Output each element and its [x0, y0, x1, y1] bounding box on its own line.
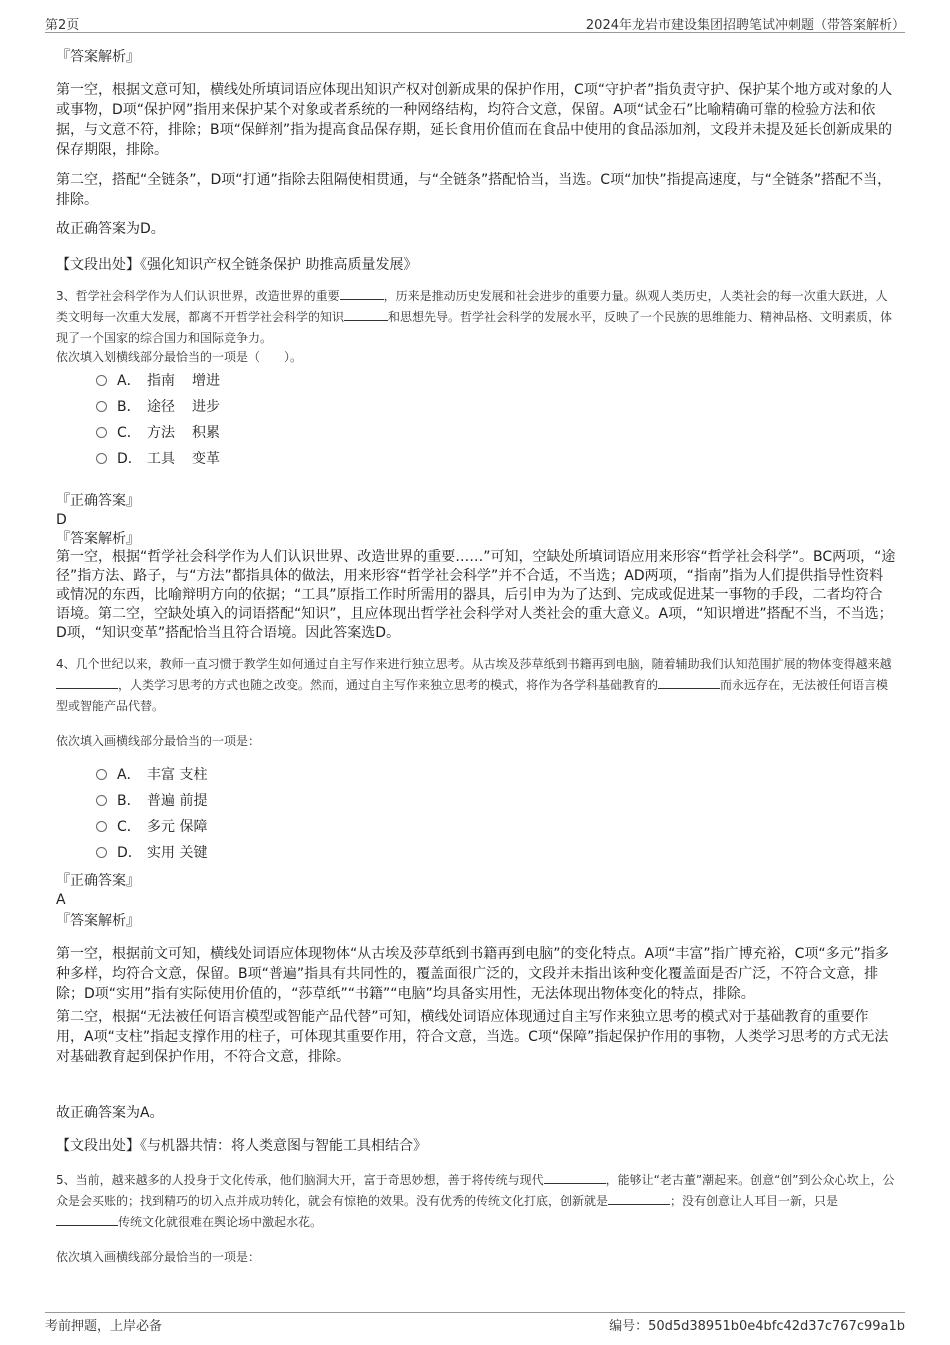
q4-blank-1 [56, 676, 118, 689]
q4-analysis-para1: 第一空，根据前文可知，横线处词语应体现物体“从古埃及莎草纸到书籍再到电脑”的变化特点。A项“丰富”指广博充裕，C项“多元”指多种多样，均符合文意，保留。B项“普遍”指具有共同性的，覆盖面很广泛的，文段并未指出该种变化覆盖面是否广泛，不符合文意，排除；D项“实用”指有实际使用价值的，“莎草纸”“书籍”“电脑”均具备实用性，无法体现出物体变化的特点，排除。 [56, 946, 889, 1002]
q3-option-d[interactable]: D． 工具 变革 [96, 449, 220, 469]
radio-icon[interactable] [96, 453, 107, 464]
q2-conclusion: 故正确答案为D。 [56, 221, 165, 237]
q3-prompt: 依次填入划横线部分最恰当的一项是（ ）。 [56, 350, 303, 364]
q5-stem-part2: ，能够让“老古董”潮起来。创意“创”到公众心坎上，公众是会买账的；找到精巧的切入点并成功转化，就会有惊艳的效果。没有优秀的传统文化打底，创新就是 [56, 1173, 895, 1208]
radio-icon[interactable] [96, 427, 107, 438]
radio-icon[interactable] [96, 375, 107, 386]
q4-option-c[interactable]: C． 多元 保障 [96, 817, 207, 837]
q2-analysis-label: 『答案解析』 [56, 49, 140, 65]
q3-stem [56, 286, 896, 349]
q3-analysis-label: 『答案解析』 [56, 531, 140, 547]
q3-blank-1 [340, 287, 384, 300]
q5-blank-1 [544, 1171, 606, 1184]
page-header [45, 14, 905, 33]
q4-prompt: 依次填入画横线部分最恰当的一项是： [56, 734, 261, 748]
q3-option-c[interactable]: C． 方法 积累 [96, 423, 220, 443]
radio-icon[interactable] [96, 401, 107, 412]
q2-analysis-para1: 第一空，根据文意可知，横线处所填词语应体现出知识产权对创新成果的保护作用，C项“守护者”指负责守护、保护某个地方或对象的人或事物，D项“保护网”指用来保护某个对象或者系统的一种网络结构，均符合文意，保留。A项“试金石”比喻精确可靠的检验方法和依据，与文意不符，排除；B项“保鲜剂”指为提高食品保存期，延长食用价值而在食品中使用的食品添加剂，文段并未提及延长创新成果的保存期限，排除。 [56, 82, 893, 158]
footer-slogan: 考前押题，上岸必备 [45, 1319, 163, 1334]
q3-stem-part2: ，历来是推动历史发展和社会进步的重要力量。纵观人类历史，人类社会的每一次重大跃进，人类文明每一次重大发展，都离不开哲学社会科学的知识 [56, 289, 888, 324]
q3-stem-part1: 3、哲学社会科学作为人们认识世界，改造世界的重要 [56, 289, 340, 303]
q4-option-a[interactable]: A． 丰富 支柱 [96, 765, 207, 785]
q5-stem-part4: 传统文化就很难在舆论场中激起水花。 [118, 1215, 323, 1229]
radio-icon[interactable] [96, 847, 107, 858]
q3-blank-2 [344, 308, 388, 321]
q3-stem-part3: 和思想先导。哲学社会科学的发展水平，反映了一个民族的思维能力、精神品格、文明素质，体现了一个国家的综合国力和国际竞争力。 [56, 310, 893, 345]
radio-icon[interactable] [96, 821, 107, 832]
q4-blank-2 [658, 676, 720, 689]
q4-answer-label: 『正确答案』 [56, 873, 140, 889]
q5-blank-2 [608, 1192, 670, 1205]
q3-option-a[interactable]: A． 指南 增进 [96, 371, 220, 391]
footer-code: 编号：50d5d38951b0e4bfc42d37c767c99a1b [609, 1319, 905, 1334]
q2-analysis-para2: 第二空，搭配“全链条”，D项“打通”指除去阻隔使相贯通，与“全链条”搭配恰当，当选。C项“加快”指提高速度，与“全链条”搭配不当，排除。 [56, 172, 892, 208]
q4-stem-part3: 而永远存在，无法被任何语言模型或智能产品代替。 [56, 678, 889, 713]
q4-option-b[interactable]: B． 普遍 前提 [96, 791, 207, 811]
q4-answer: A [56, 892, 66, 908]
document-title: 2024年龙岩市建设集团招聘笔试冲刺题（带答案解析） [585, 18, 905, 33]
q3-answer-label: 『正确答案』 [56, 493, 140, 509]
radio-icon[interactable] [96, 769, 107, 780]
q3-answer: D [56, 512, 67, 528]
q5-blank-3 [56, 1213, 118, 1226]
q3-analysis: 第一空，根据“哲学社会科学作为人们认识世界、改造世界的重要……”可知，空缺处所填词语应用来形容“哲学社会科学”。BC两项，“途径”指方法、路子，与“方法”都指具体的做法，用来形容“哲学社会科学”并不合适，不当选；AD两项，“指南”指为人们提供指导性资料或情况的东西，比喻辩明方向的依据；“工具”原指工作时所需用的器具，后引申为为了达到、完成或促进某一事物的手段，二者均符合语境。第二空，空缺处填入的词语搭配“知识”，且应体现出哲学社会科学对人类社会的重大意义。A项，“知识增进”搭配不当，不当选；D项，“知识变革”搭配恰当且符合语境。因此答案选D。 [56, 549, 896, 641]
q5-stem [56, 1170, 896, 1233]
q4-analysis-para2: 第二空，根据“无法被任何语言模型或智能产品代替”可知，横线处词语应体现通过自主写作来独立思考的模式对于基础教育的重要作用，A项“支柱”指起支撑作用的柱子，可体现其重要作用，符合文意，当选。C项“保障”指起保护作用的事物，人类学习思考的方式无法对基础教育起到保护作用，不符合文意，排除。 [56, 1009, 889, 1065]
q3-option-b[interactable]: B． 途径 进步 [96, 397, 220, 417]
q5-prompt: 依次填入画横线部分最恰当的一项是： [56, 1250, 261, 1264]
q5-stem-part1: 5、当前，越来越多的人投身于文化传承，他们脑洞大开，富于奇思妙想，善于将传统与现代 [56, 1173, 544, 1187]
q4-stem [56, 654, 896, 717]
q4-option-d[interactable]: D． 实用 关键 [96, 843, 207, 863]
radio-icon[interactable] [96, 795, 107, 806]
q4-conclusion: 故正确答案为A。 [56, 1105, 164, 1121]
q5-stem-part3: ；没有创意让人耳目一新，只是 [670, 1194, 839, 1208]
q4-source: 【文段出处】《与机器共情：将人类意图与智能工具相结合》 [56, 1138, 427, 1154]
q4-stem-part2: ，人类学习思考的方式也随之改变。然而，通过自主写作来独立思考的模式，将作为各学科基础教育的 [118, 678, 659, 692]
page-number: 第2页 [45, 18, 80, 33]
q4-analysis-label: 『答案解析』 [56, 913, 140, 929]
page-footer [45, 1312, 905, 1335]
q2-source: 【文段出处】《强化知识产权全链条保护 助推高质量发展》 [56, 257, 418, 273]
q4-stem-part1: 4、几个世纪以来，教师一直习惯于教学生如何通过自主写作来进行独立思考。从古埃及莎草纸到书籍再到电脑，随着辅助我们认知范围扩展的物体变得越来越 [56, 657, 892, 671]
